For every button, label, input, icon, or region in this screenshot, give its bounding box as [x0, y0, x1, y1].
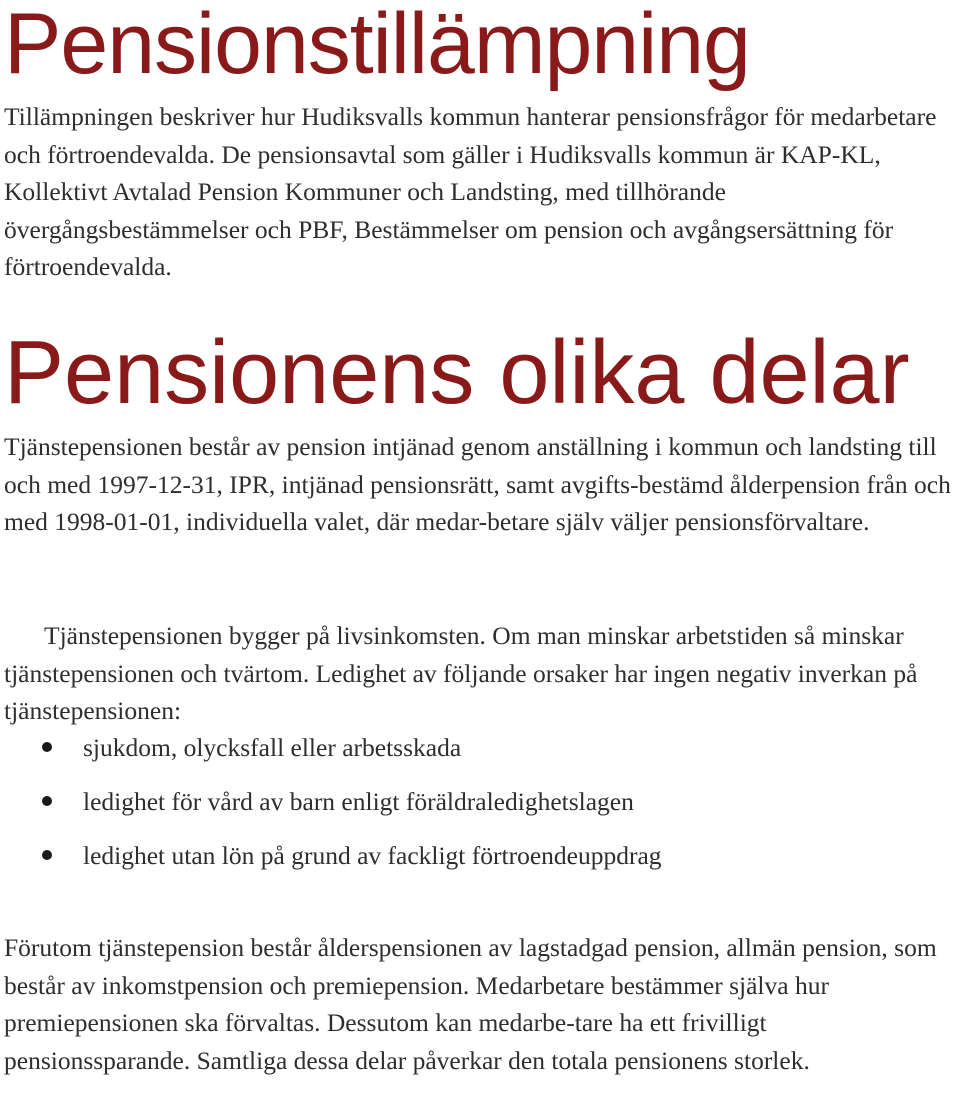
list-item-text: ledighet utan lön på grund av fackligt förtroendeuppdrag	[83, 841, 662, 870]
section-heading: Pensionens olika delar	[4, 323, 910, 423]
pension-composition-paragraph: Tjänstepensionen består av pension intjänad genom anställning i kommun och landsting till och med 1997-12-31, IPR, intjänad pensionsrätt, samt avgifts-bestämd ålderpension från och med 1998-01-01, individuella valet, där medar-betare själv väljer pensionsförvaltare.	[4, 432, 951, 537]
lifetime-income-text: Tjänstepensionen bygger på livsinkomsten. Om man minskar arbetstiden så minskar tjänstepensionen och tvärtom. Ledighet av följande orsaker har ingen negativ inverkan på tjänstepensionen:	[4, 621, 918, 726]
intro-paragraph: Tillämpningen beskriver hur Hudiksvalls kommun hanterar pensionsfrågor för medarbetare och förtroendevalda. De pensionsavtal som gäller i Hudiksvalls kommun är KAP-KL, Kollektivt Avtalad Pension Kommuner och Landsting, med tillhörande övergångsbestämmelser och PBF, Bestämmelser om pension och avgångsersättning för förtroendevalda.	[4, 102, 937, 282]
lifetime-income-paragraph	[4, 617, 956, 730]
list-item	[0, 837, 960, 891]
list-item-text: ledighet för vård av barn enligt föräldraledighetslagen	[83, 787, 634, 816]
list-item	[0, 729, 960, 783]
page-title: Pensionstillämpning	[4, 0, 750, 92]
bullet-icon	[42, 796, 52, 806]
bullet-icon	[42, 742, 52, 752]
bullet-icon	[42, 850, 52, 860]
leave-reasons-list	[0, 729, 960, 891]
retirement-pension-paragraph: Förutom tjänstepension består ålderspensionen av lagstadgad pension, allmän pension, som består av inkomstpension och premiepension. Medarbetare bestämmer själva hur premiepensionen ska förvaltas. Dessutom kan medarbe-tare ha ett frivilligt pensionssparande. Samtliga dessa delar påverkar den totala pensionens storlek.	[4, 933, 937, 1075]
list-item	[0, 783, 960, 837]
list-item-text: sjukdom, olycksfall eller arbetsskada	[83, 733, 462, 762]
